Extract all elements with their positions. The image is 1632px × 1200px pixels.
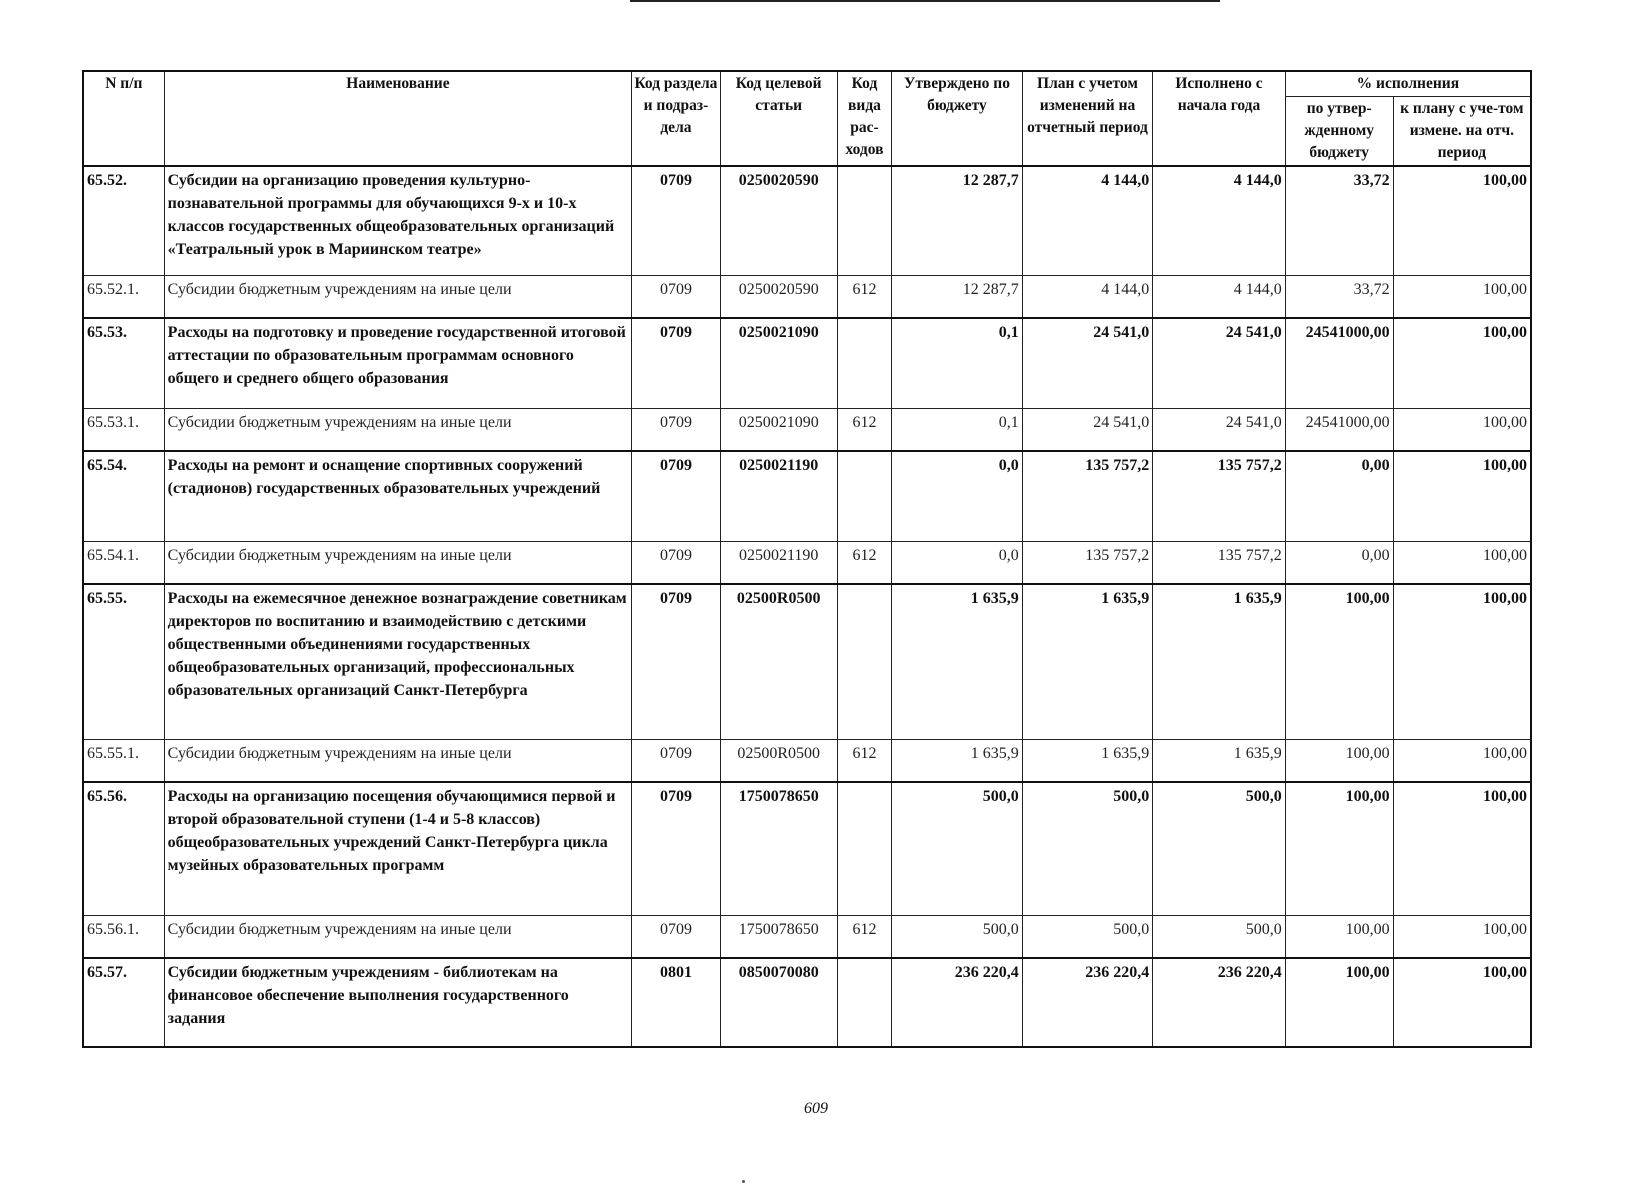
- row-section-code: 0709: [632, 166, 720, 275]
- row-pct-budget: 100,00: [1285, 915, 1393, 958]
- budget-execution-table: [82, 70, 1532, 1048]
- row-plan: 24 541,0: [1022, 318, 1153, 408]
- row-pct-plan: 100,00: [1393, 275, 1531, 318]
- row-section-code: 0709: [632, 915, 720, 958]
- table-row: [83, 584, 1531, 739]
- row-expense-type: [837, 318, 891, 408]
- header-expense-type: Код вида рас-ходов: [837, 71, 891, 166]
- row-expense-type: [837, 958, 891, 1047]
- header-approved: Утверждено по бюджету: [892, 71, 1023, 166]
- row-number: 65.56.1.: [83, 915, 164, 958]
- row-number: 65.54.: [83, 451, 164, 541]
- header-section-code: Код раздела и подраз-дела: [632, 71, 720, 166]
- row-plan: 135 757,2: [1022, 451, 1153, 541]
- row-executed: 500,0: [1153, 915, 1286, 958]
- row-target-code: 1750078650: [720, 915, 837, 958]
- row-executed: 236 220,4: [1153, 958, 1286, 1047]
- row-pct-plan: 100,00: [1393, 541, 1531, 584]
- header-plan: План с учетом изменений на отчетный период: [1022, 71, 1153, 166]
- row-executed: 1 635,9: [1153, 739, 1286, 782]
- row-executed: 4 144,0: [1153, 275, 1286, 318]
- row-section-code: 0709: [632, 739, 720, 782]
- row-pct-plan: 100,00: [1393, 166, 1531, 275]
- row-approved: 0,1: [892, 318, 1023, 408]
- header-pct-budget: по утвер-жденному бюджету: [1285, 97, 1393, 167]
- row-plan: 4 144,0: [1022, 166, 1153, 275]
- row-target-code: 0250021090: [720, 408, 837, 451]
- header-pct-group: % исполнения: [1285, 71, 1531, 97]
- row-section-code: 0709: [632, 541, 720, 584]
- row-name: Расходы на ежемесячное денежное вознаграждение советникам директоров по воспитанию и взаимодействию с детскими общественными объединениями государственных общеобразовательных организаций, профессиональных образовательных организаций Санкт-Петербурга: [164, 584, 632, 739]
- row-target-code: 0250021090: [720, 318, 837, 408]
- row-plan: 24 541,0: [1022, 408, 1153, 451]
- row-name: Субсидии бюджетным учреждениям на иные цели: [164, 408, 632, 451]
- row-target-code: 02500R0500: [720, 739, 837, 782]
- header-target-code: Код целевой статьи: [720, 71, 837, 166]
- row-name: Субсидии бюджетным учреждениям на иные цели: [164, 275, 632, 318]
- row-pct-budget: 24541000,00: [1285, 408, 1393, 451]
- row-pct-plan: 100,00: [1393, 584, 1531, 739]
- row-target-code: 0250020590: [720, 275, 837, 318]
- row-plan: 1 635,9: [1022, 584, 1153, 739]
- row-target-code: 0250021190: [720, 451, 837, 541]
- table-row: [83, 915, 1531, 958]
- row-pct-budget: 33,72: [1285, 166, 1393, 275]
- scan-speck: [742, 1180, 745, 1183]
- row-approved: 0,1: [892, 408, 1023, 451]
- row-expense-type: [837, 782, 891, 915]
- row-name: Субсидии бюджетным учреждениям на иные цели: [164, 541, 632, 584]
- row-expense-type: 612: [837, 408, 891, 451]
- table-row: [83, 166, 1531, 275]
- table-row: [83, 408, 1531, 451]
- row-plan: 236 220,4: [1022, 958, 1153, 1047]
- table-row: [83, 318, 1531, 408]
- row-pct-budget: 24541000,00: [1285, 318, 1393, 408]
- row-section-code: 0709: [632, 275, 720, 318]
- row-executed: 4 144,0: [1153, 166, 1286, 275]
- row-number: 65.55.1.: [83, 739, 164, 782]
- row-pct-budget: 100,00: [1285, 782, 1393, 915]
- table-body: [83, 166, 1531, 1047]
- row-name: Субсидии бюджетным учреждениям - библиотекам на финансовое обеспечение выполнения государственного задания: [164, 958, 632, 1047]
- row-expense-type: 612: [837, 541, 891, 584]
- row-approved: 0,0: [892, 541, 1023, 584]
- row-target-code: 0850070080: [720, 958, 837, 1047]
- row-number: 65.52.1.: [83, 275, 164, 318]
- row-target-code: 0250021190: [720, 541, 837, 584]
- row-pct-budget: 0,00: [1285, 451, 1393, 541]
- row-plan: 4 144,0: [1022, 275, 1153, 318]
- row-name: Субсидии бюджетным учреждениям на иные цели: [164, 739, 632, 782]
- row-name: Расходы на ремонт и оснащение спортивных сооружений (стадионов) государственных образовательных учреждений: [164, 451, 632, 541]
- header-executed: Исполнено с начала года: [1153, 71, 1286, 166]
- row-expense-type: 612: [837, 915, 891, 958]
- row-pct-budget: 100,00: [1285, 584, 1393, 739]
- row-approved: 12 287,7: [892, 166, 1023, 275]
- row-section-code: 0709: [632, 318, 720, 408]
- row-pct-plan: 100,00: [1393, 408, 1531, 451]
- row-number: 65.54.1.: [83, 541, 164, 584]
- row-number: 65.57.: [83, 958, 164, 1047]
- row-name: Субсидии на организацию проведения культурно-познавательной программы для обучающихся 9-х и 10-х классов государственных общеобразовательных организаций «Театральный урок в Мариинском театре»: [164, 166, 632, 275]
- header-name: Наименование: [164, 71, 632, 166]
- row-approved: 1 635,9: [892, 584, 1023, 739]
- row-number: 65.55.: [83, 584, 164, 739]
- row-approved: 0,0: [892, 451, 1023, 541]
- row-name: Расходы на организацию посещения обучающимися первой и второй образовательной ступени (1-4 и 5-8 классов) общеобразовательных учреждений Санкт-Петербурга цикла музейных образовательных программ: [164, 782, 632, 915]
- row-executed: 135 757,2: [1153, 541, 1286, 584]
- row-expense-type: 612: [837, 739, 891, 782]
- row-approved: 12 287,7: [892, 275, 1023, 318]
- row-plan: 135 757,2: [1022, 541, 1153, 584]
- row-plan: 500,0: [1022, 782, 1153, 915]
- table-row: [83, 541, 1531, 584]
- table-row: [83, 958, 1531, 1047]
- header-num: N п/п: [83, 71, 164, 166]
- row-approved: 500,0: [892, 915, 1023, 958]
- row-pct-plan: 100,00: [1393, 739, 1531, 782]
- row-approved: 1 635,9: [892, 739, 1023, 782]
- row-pct-plan: 100,00: [1393, 782, 1531, 915]
- row-executed: 1 635,9: [1153, 584, 1286, 739]
- report-page: [82, 70, 1532, 1048]
- table-row: [83, 782, 1531, 915]
- row-section-code: 0709: [632, 451, 720, 541]
- row-pct-budget: 0,00: [1285, 541, 1393, 584]
- row-expense-type: [837, 584, 891, 739]
- row-number: 65.53.1.: [83, 408, 164, 451]
- row-name: Расходы на подготовку и проведение государственной итоговой аттестации по образовательным программам основного общего и среднего общего образования: [164, 318, 632, 408]
- row-pct-plan: 100,00: [1393, 318, 1531, 408]
- row-plan: 1 635,9: [1022, 739, 1153, 782]
- row-expense-type: 612: [837, 275, 891, 318]
- table-row: [83, 451, 1531, 541]
- table-row: [83, 275, 1531, 318]
- row-pct-plan: 100,00: [1393, 958, 1531, 1047]
- row-section-code: 0709: [632, 408, 720, 451]
- top-rule: [630, 0, 1220, 2]
- row-approved: 500,0: [892, 782, 1023, 915]
- row-pct-plan: 100,00: [1393, 915, 1531, 958]
- row-approved: 236 220,4: [892, 958, 1023, 1047]
- row-number: 65.53.: [83, 318, 164, 408]
- row-section-code: 0709: [632, 584, 720, 739]
- row-section-code: 0709: [632, 782, 720, 915]
- row-pct-plan: 100,00: [1393, 451, 1531, 541]
- row-executed: 500,0: [1153, 782, 1286, 915]
- row-target-code: 02500R0500: [720, 584, 837, 739]
- row-expense-type: [837, 166, 891, 275]
- row-pct-budget: 33,72: [1285, 275, 1393, 318]
- row-pct-budget: 100,00: [1285, 739, 1393, 782]
- row-executed: 24 541,0: [1153, 408, 1286, 451]
- row-number: 65.56.: [83, 782, 164, 915]
- row-executed: 135 757,2: [1153, 451, 1286, 541]
- row-pct-budget: 100,00: [1285, 958, 1393, 1047]
- table-row: [83, 739, 1531, 782]
- row-name: Субсидии бюджетным учреждениям на иные цели: [164, 915, 632, 958]
- header-pct-plan: к плану с уче-том измене. на отч. период: [1393, 97, 1531, 167]
- row-section-code: 0801: [632, 958, 720, 1047]
- row-number: 65.52.: [83, 166, 164, 275]
- row-plan: 500,0: [1022, 915, 1153, 958]
- row-target-code: 1750078650: [720, 782, 837, 915]
- row-target-code: 0250020590: [720, 166, 837, 275]
- page-number: 609: [804, 1100, 828, 1117]
- row-executed: 24 541,0: [1153, 318, 1286, 408]
- row-expense-type: [837, 451, 891, 541]
